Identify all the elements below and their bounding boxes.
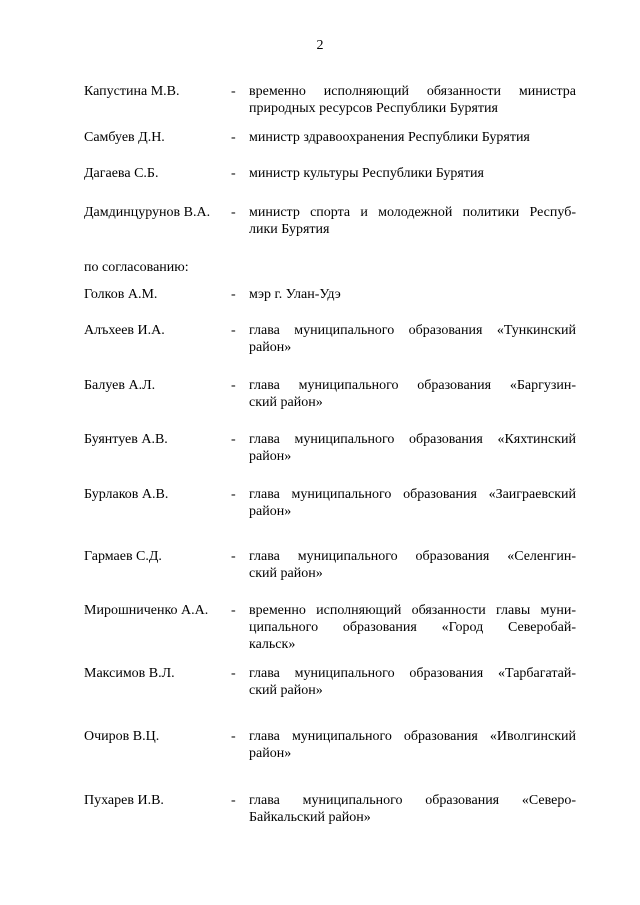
- position-line: временно исполняющий обязанности министра: [249, 84, 576, 99]
- official-name: Капустина М.В.: [84, 84, 180, 99]
- official-name: Самбуев Д.Н.: [84, 130, 165, 145]
- official-position: [249, 165, 576, 182]
- entry-dash: -: [231, 793, 236, 808]
- official-position: [249, 204, 576, 238]
- entry-dash: -: [231, 205, 236, 220]
- official-position: [249, 602, 576, 653]
- official-name: Буянтуев А.В.: [84, 432, 168, 447]
- position-line: природных ресурсов Республики Бурятия: [249, 101, 498, 116]
- entry-dash: -: [231, 432, 236, 447]
- position-line: кальск»: [249, 637, 296, 652]
- position-line: министр здравоохранения Республики Бурятия: [249, 130, 530, 145]
- position-line: район»: [249, 504, 292, 519]
- position-line: район»: [249, 746, 292, 761]
- official-position: [249, 286, 576, 303]
- entry-dash: -: [231, 487, 236, 502]
- position-line: район»: [249, 340, 292, 355]
- official-name: Голков А.М.: [84, 287, 158, 302]
- position-line: глава муниципального образования «Иволгинский: [249, 729, 576, 744]
- entry-dash: -: [231, 323, 236, 338]
- position-line: мэр г. Улан-Удэ: [249, 287, 341, 302]
- position-line: глава муниципального образования «Селенгин-: [249, 549, 576, 564]
- position-line: ципального образования «Город Северобай-: [249, 620, 576, 635]
- entry-dash: -: [231, 666, 236, 681]
- position-line: Байкальский район»: [249, 810, 371, 825]
- official-position: [249, 548, 576, 582]
- official-position: [249, 486, 576, 520]
- entry-dash: -: [231, 84, 236, 99]
- official-name: Дагаева С.Б.: [84, 166, 159, 181]
- official-position: [249, 792, 576, 826]
- official-name: Бурлаков А.В.: [84, 487, 169, 502]
- entry-dash: -: [231, 603, 236, 618]
- entry-dash: -: [231, 287, 236, 302]
- official-position: [249, 129, 576, 146]
- official-name: Алъхеев И.А.: [84, 323, 165, 338]
- official-name: Балуев А.Л.: [84, 378, 156, 393]
- position-line: временно исполняющий обязанности главы муни-: [249, 603, 576, 618]
- entry-dash: -: [231, 729, 236, 744]
- position-line: район»: [249, 449, 292, 464]
- position-line: ский район»: [249, 683, 323, 698]
- official-position: [249, 322, 576, 356]
- official-position: [249, 728, 576, 762]
- section-label: по согласованию:: [84, 260, 189, 275]
- entry-dash: -: [231, 130, 236, 145]
- position-line: ский район»: [249, 395, 323, 410]
- page-number: 2: [316, 38, 324, 53]
- official-name: Пухарев И.В.: [84, 793, 164, 808]
- entry-dash: -: [231, 166, 236, 181]
- official-name: Максимов В.Л.: [84, 666, 175, 681]
- position-line: глава муниципального образования «Кяхтинский: [249, 432, 576, 447]
- position-line: министр культуры Республики Бурятия: [249, 166, 484, 181]
- official-position: [249, 431, 576, 465]
- official-name: Гармаев С.Д.: [84, 549, 162, 564]
- official-name: Дамдинцурунов В.А.: [84, 205, 211, 220]
- official-position: [249, 377, 576, 411]
- official-name: Очиров В.Ц.: [84, 729, 160, 744]
- position-line: ский район»: [249, 566, 323, 581]
- entry-dash: -: [231, 378, 236, 393]
- position-line: глава муниципального образования «Заиграевский: [249, 487, 576, 502]
- official-position: [249, 83, 576, 117]
- position-line: глава муниципального образования «Тарбагатай-: [249, 666, 576, 681]
- position-line: глава муниципального образования «Северо-: [249, 793, 576, 808]
- position-line: министр спорта и молодежной политики Респуб-: [249, 205, 576, 220]
- position-line: глава муниципального образования «Тункинский: [249, 323, 576, 338]
- official-position: [249, 665, 576, 699]
- position-line: глава муниципального образования «Баргузин-: [249, 378, 576, 393]
- entry-dash: -: [231, 549, 236, 564]
- official-name: Мирошниченко А.А.: [84, 603, 209, 618]
- position-line: лики Бурятия: [249, 222, 330, 237]
